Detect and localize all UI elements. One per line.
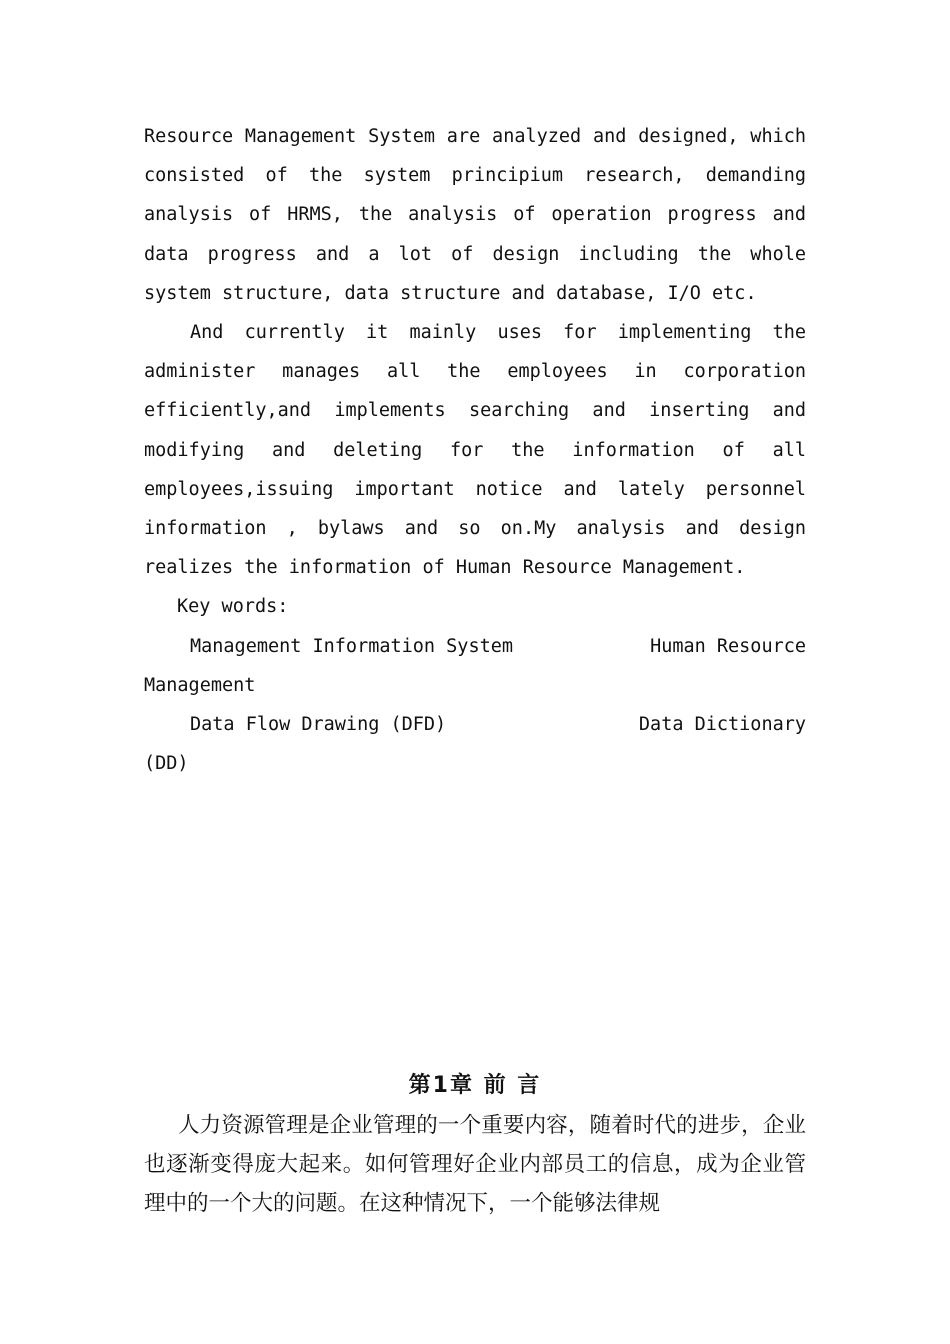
keyword-dfd: Data Flow Drawing (DFD) bbox=[190, 714, 447, 736]
keyword-hr: Human Resource bbox=[650, 635, 806, 657]
keywords-label: Key words: bbox=[177, 596, 289, 618]
abstract-paragraph-1: Resource Management System are analyzed and designed, which consisted of the system principium research, demanding analysis of HRMS, the analysis of operation progress and data progress and a lot of design including the whole system structure, data structure and database, I/O etc. bbox=[144, 126, 806, 304]
keyword-mis: Management Information System bbox=[190, 635, 514, 657]
keyword-dd: Data Dictionary bbox=[638, 714, 806, 736]
abstract-paragraph-2: And currently it mainly uses for implementing the administer manages all the employees in corporation efficiently,and implements searching and inserting and modifying and deleting for the information of all employees,issuing important notice and lately personnel information , bylaws and so on.My analysis and design realizes the information of Human Resource Management. bbox=[144, 322, 806, 579]
chinese-body bbox=[144, 1106, 806, 1223]
english-abstract bbox=[144, 117, 806, 783]
chapter-title: 第1章 前 言 bbox=[408, 1073, 542, 1098]
keyword-row-1-continuation: Management bbox=[144, 674, 256, 696]
keyword-row-2 bbox=[144, 705, 806, 744]
keyword-row-1 bbox=[144, 627, 806, 666]
chapter-paragraph-1: 人力资源管理是企业管理的一个重要内容，随着时代的进步，企业也逐渐变得庞大起来。如何管理好企业内部员工的信息，成为企业管理中的一个大的问题。在这种情况下，一个能够法律规 bbox=[144, 1113, 806, 1216]
keyword-row-2-continuation: (DD) bbox=[144, 753, 189, 775]
